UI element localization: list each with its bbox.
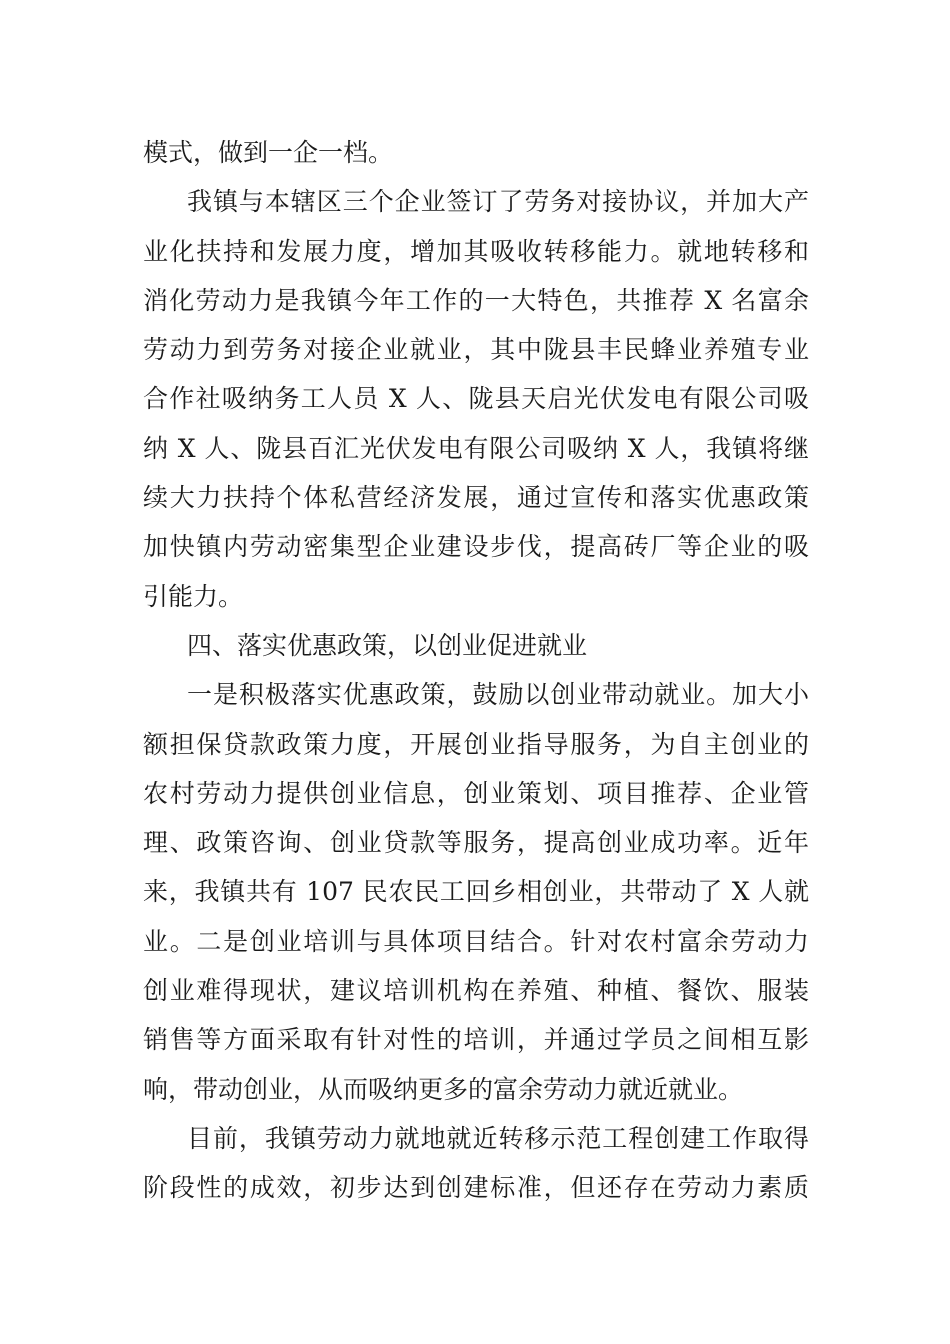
section-heading: 四、落实优惠政策，以创业促进就业 <box>187 630 588 660</box>
text-line: 劳动力到劳务对接企业就业，其中陇县丰民蜂业养殖专业 <box>143 335 809 365</box>
text-line: 农村劳动力提供创业信息，创业策划、项目推荐、企业管 <box>143 778 809 808</box>
text-line: 业。二是创业培训与具体项目结合。针对农村富余劳动力 <box>143 926 809 956</box>
text-line: 目前，我镇劳动力就地就近转移示范工程创建工作取得 <box>187 1123 809 1153</box>
text-line: 额担保贷款政策力度，开展创业指导服务，为自主创业的 <box>143 729 809 759</box>
text-line: 一是积极落实优惠政策，鼓励以创业带动就业。加大小 <box>187 680 809 710</box>
document-body <box>143 128 809 1213</box>
text-line: 来，我镇共有 107 民农民工回乡相创业，共带动了 X 人就 <box>143 877 809 907</box>
text-line: 阶段性的成效，初步达到创建标准，但还存在劳动力素质 <box>143 1173 809 1203</box>
text-line: 模式，做到一企一档。 <box>143 138 394 167</box>
text-line: 续大力扶持个体私营经济发展，通过宣传和落实优惠政策 <box>143 483 809 513</box>
text-line: 消化劳动力是我镇今年工作的一大特色，共推荐 X 名富余 <box>143 285 809 315</box>
text-line: 业化扶持和发展力度，增加其吸收转移能力。就地转移和 <box>143 236 809 266</box>
text-line: 响，带动创业，从而吸纳更多的富余劳动力就近就业。 <box>143 1074 744 1104</box>
text-line: 引能力。 <box>143 581 244 611</box>
text-line: 纳 X 人、陇县百汇光伏发电有限公司吸纳 X 人，我镇将继 <box>143 433 809 463</box>
text-line: 合作社吸纳务工人员 X 人、陇县天启光伏发电有限公司吸 <box>143 384 809 414</box>
text-line: 我镇与本辖区三个企业签订了劳务对接协议，并加大产 <box>187 187 809 217</box>
text-line: 理、政策咨询、创业贷款等服务，提高创业成功率。近年 <box>143 828 809 858</box>
text-line: 创业难得现状，建议培训机构在养殖、种植、餐饮、服装 <box>143 976 809 1006</box>
text-line: 加快镇内劳动密集型企业建设步伐，提高砖厂等企业的吸 <box>143 532 809 562</box>
text-line: 销售等方面采取有针对性的培训，并通过学员之间相互影 <box>143 1025 809 1055</box>
